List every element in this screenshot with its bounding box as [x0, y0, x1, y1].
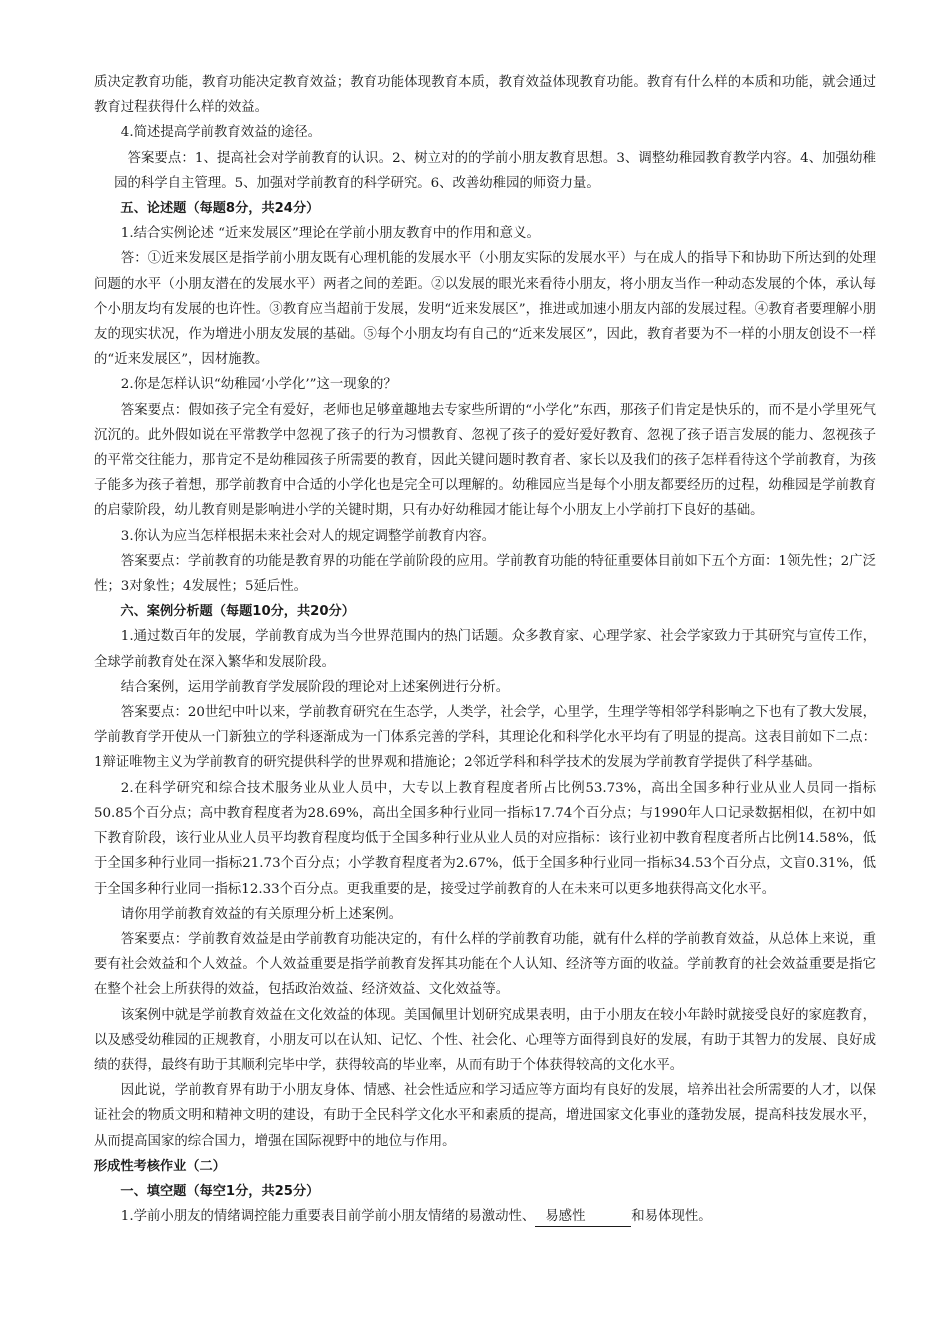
question: 3.你认为应当怎样根据未来社会对人的规定调整学前教育内容。: [120, 528, 496, 544]
section-heading: 六、案例分析题（每题10分，共20分）: [120, 604, 355, 620]
paragraph: 质决定教育功能，教育功能决定教育效益；教育功能体现教育本质，教育效益体现教育功能。教育有什么样的本质和功能，就会通过教育过程获得什么样的效益。: [94, 75, 876, 116]
answer: 答案要点：学前教育效益是由学前教育功能决定的，有什么样的学前教育功能，就有什么样的学前教育效益，从总体上来说，重要有社会效益和个人效益。个人效益重要是指学前教育发挥其功能在个人认知、经济等方面的收益。学前教育的社会效益重要是指它在整个社会上所获得的效益，包括政治效益、经济效益、文化效益等。: [94, 931, 876, 998]
fill-blank-answer: 易感性: [535, 1208, 631, 1227]
assignment-title: 形成性考核作业（二）: [94, 1158, 226, 1174]
question: 4.简述提高学前教育效益的途径。: [120, 125, 322, 141]
answer: 答案要点：1、提高社会对学前教育的认识。2、树立对的的学前小朋友教育思想。3、调整幼稚园教育教学内容。4、加强幼稚园的科学自主管理。5、加强对学前教育的科学研究。6、改善幼稚园的师资力量。: [114, 150, 876, 191]
fill-question: [94, 1204, 876, 1229]
section-heading: 一、填空题（每空1分，共25分）: [120, 1183, 320, 1199]
fill-question-text: 1.学前小朋友的情绪调控能力重要表目前学前小朋友情绪的易激动性、: [120, 1209, 536, 1225]
answer: 该案例中就是学前教育效益在文化效益的体现。美国佩里计划研究成果表明，由于小朋友在较小年龄时就接受良好的家庭教育，以及感受幼稚园的正规教育，小朋友可以在认知、记忆、个性、社会化、心理等方面得到良好的发展，有助于其智力的发展、良好成绩的获得，最终有助于其顺利完毕中学，获得较高的毕业率，从而有助于个体获得较高的文化水平。: [94, 1007, 876, 1073]
fill-question-text-end: 和易体现性。: [631, 1209, 712, 1225]
answer: 答：①近来发展区是指学前小朋友既有心理机能的发展水平（小朋友实际的发展水平）与在成人的指导下和协助下所达到的处理问题的水平（小朋友潜在的发展水平）两者之间的差距。②以发展的眼光来看待小朋友，将小朋友当作一种动态发展的个体，承认每个小朋友均有发展的也许性。③教育应当超前于发展，发明“近来发展区”，推进或加速小朋友内部的发展过程。④教育者要理解小朋友的现实状况，作为增进小朋友发展的基础。⑤每个小朋友均有自己的“近来发展区”，因此，教育者要为不一样的小朋友创设不一样的“近来发展区”，因材施教。: [94, 251, 876, 368]
question: 2.在科学研究和综合技术服务业从业人员中，大专以上教育程度者所占比例53.73%，高出全国多种行业从业人员同一指标50.85个百分点；高中教育程度者为28.69%，高出全国多种行业同一指标17.74个百分点；与1990年人口记录数据相似，在初中如下教育阶段，该行业从业人员平均教育程度均低于全国多种行业从业人员的对应指标：该行业初中教育程度者所占比例14.58%，低于全国多种行业同一指标21.73个百分点；小学教育程度者为2.67%，低于全国多种行业同一指标34.53个百分点，文盲0.31%，低于全国多种行业同一指标12.33个百分点。更我重要的是，接受过学前教育的人在未来可以更多地获得高文化水平。: [94, 780, 876, 897]
section-heading: 五、论述题（每题8分，共24分）: [120, 201, 320, 217]
answer: 因此说，学前教育界有助于小朋友身体、情感、社会性适应和学习适应等方面均有良好的发展，培养出社会所需要的人才，以保证社会的物质文明和精神文明的建设，有助于全民科学文化水平和素质的提高，增进国家文化事业的蓬勃发展，提高科技发展水平，从而提高国家的综合国力，增强在国际视野中的地位与作用。: [94, 1083, 876, 1149]
answer: 答案要点：20世纪中叶以来，学前教育研究在生态学，人类学，社会学，心里学，生理学等相邻学科影响之下也有了教大发展，学前教育学开使从一门新独立的学科逐渐成为一门体系完善的学科，其理论化和科学化水平均有了明显的提高。这表目前如下二点：1辩证唯物主义为学前教育的研究提供科学的世界观和措施论；2邻近学科和科学技术的发展为学前教育学提供了科学基础。: [94, 705, 876, 771]
document-page: [94, 70, 876, 1229]
task: 请你用学前教育效益的有关原理分析上述案例。: [120, 906, 402, 922]
answer: 答案要点：假如孩子完全有爱好，老师也足够童趣地去专家些所谓的“小学化”东西，那孩子们肯定是快乐的，而不是小学里死气沉沉的。此外假如说在平常教学中忽视了孩子的行为习惯教育、忽视了孩子的爱好爱好教育、忽视了孩子语言发展的能力、忽视孩子的平常交往能力，那肯定不是幼稚园孩子所需要的教育，因此关键问题时教育者、家长以及我们的孩子怎样看待这个学前教育，为孩子能多为孩子着想，那学前教育中合适的小学化也是完全可以理解的。幼稚园应当是每个小朋友都要经历的过程，幼稚园是学前教育的启蒙阶段，幼儿教育则是影响进小学的关键时期，只有办好幼稚园才能让每个小朋友上小学前打下良好的基础。: [94, 402, 876, 519]
question: 1.结合实例论述 “近来发展区”理论在学前小朋友教育中的作用和意义。: [120, 226, 540, 242]
answer: 答案要点：学前教育的功能是教育界的功能在学前阶段的应用。学前教育功能的特征重要体目前如下五个方面：1领先性；2广泛性；3对象性；4发展性；5延后性。: [94, 553, 876, 595]
question: 2.你是怎样认识“幼稚园‘小学化’”这一现象的？: [120, 377, 397, 393]
task: 结合案例，运用学前教育学发展阶段的理论对上述案例进行分析。: [120, 679, 510, 695]
question: 1.通过数百年的发展，学前教育成为当今世界范围内的热门话题。众多教育家、心理学家、社会学家致力于其研究与宣传工作，全球学前教育处在深入繁华和发展阶段。: [94, 629, 876, 670]
